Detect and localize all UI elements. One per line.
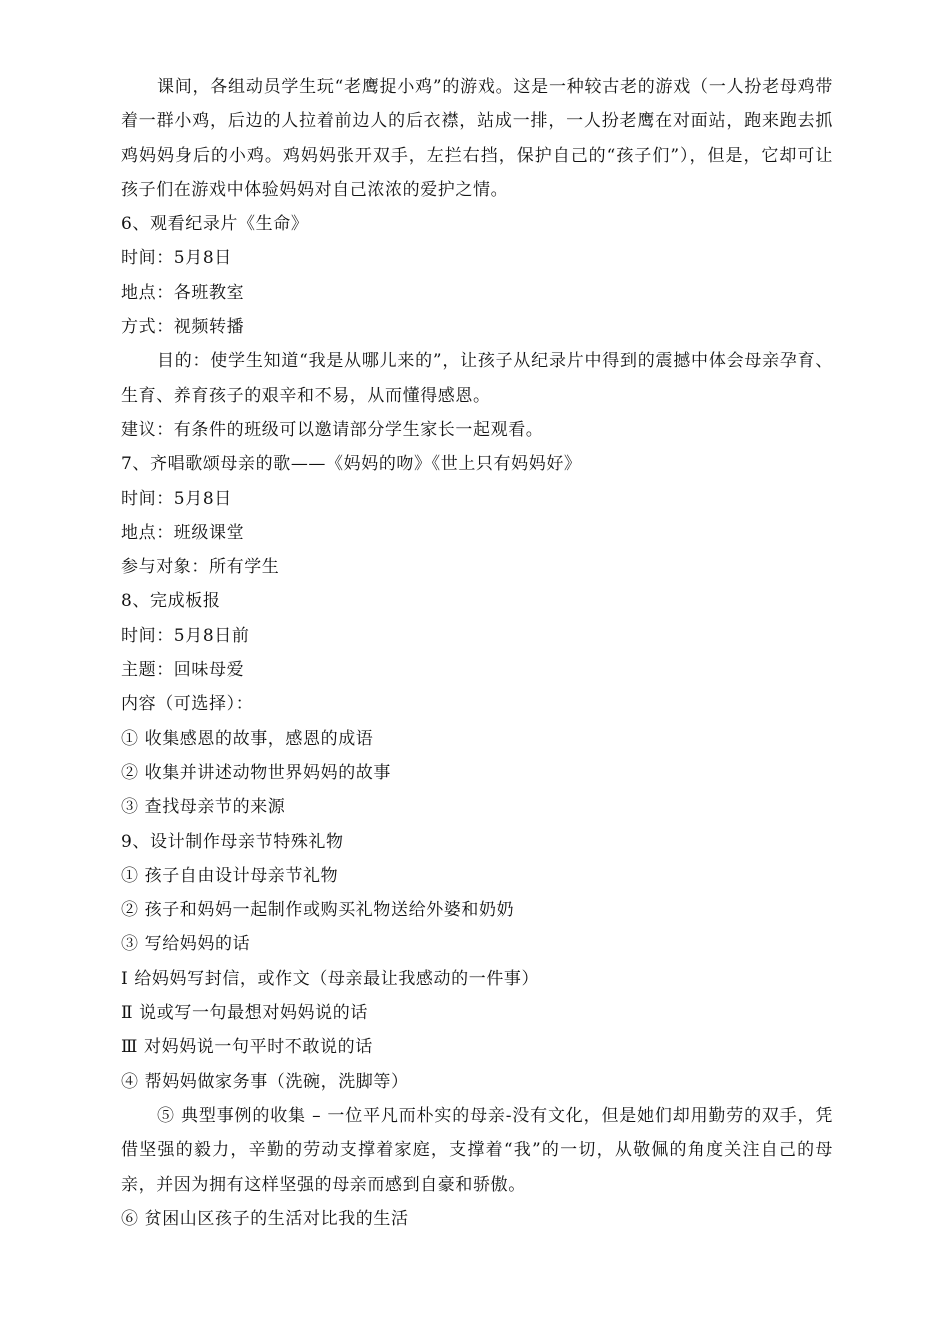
item-6-suggestion: 建议：有条件的班级可以邀请部分学生家长一起观看。 <box>121 419 544 440</box>
paragraph-game-intro: 课间，各组动员学生玩“老鹰捉小鸡”的游戏。这是一种较古老的游戏（一人扮老母鸡带着一群小鸡，后边的人拉着前边人的后衣襟，站成一排，一人扮老鹰在对面站，跑来跑去抓鸡妈妈身后的小鸡。鸡妈妈张开双手，左拦右挡，保护自己的“孩子们”），但是，它却可让孩子们在游戏中体验妈妈对自己浓浓的爱护之情。 <box>121 77 833 200</box>
item-8-theme: 主题：回味母爱 <box>121 660 245 681</box>
item-9-option-1: ① 孩子自由设计母亲节礼物 <box>121 865 339 886</box>
heading-item-9: 9、设计制作母亲节特殊礼物 <box>121 831 344 852</box>
item-6-time: 时间：5月8日 <box>121 248 232 269</box>
item-9-sub-1: Ⅰ 给妈妈写封信，或作文（母亲最让我感动的一件事） <box>121 968 540 989</box>
item-8-content-label: 内容（可选择）： <box>121 694 254 715</box>
heading-item-7: 7、齐唱歌颂母亲的歌——《妈妈的吻》《世上只有妈妈好》 <box>121 454 582 475</box>
heading-item-8: 8、完成板报 <box>121 591 221 612</box>
item-7-time: 时间：5月8日 <box>121 488 232 509</box>
item-8-option-1: ① 收集感恩的故事，感恩的成语 <box>121 728 374 749</box>
item-8-option-3: ③ 查找母亲节的来源 <box>121 797 286 818</box>
item-7-participants: 参与对象：所有学生 <box>121 557 280 578</box>
item-8-time: 时间：5月8日前 <box>121 625 250 646</box>
item-9-option-2: ② 孩子和妈妈一起制作或购买礼物送给外婆和奶奶 <box>121 900 515 921</box>
item-9-option-5: ⑤ 典型事例的收集 – 一位平凡而朴实的母亲-没有文化，但是她们却用勤劳的双手，凭借坚强的毅力，辛勤的劳动支撑着家庭，支撑着“我”的一切，从敬佩的角度关注自己的母亲，并因为拥有这样坚强的母亲而感到自豪和骄傲。 <box>121 1105 833 1195</box>
item-8-option-2: ② 收集并讲述动物世界妈妈的故事 <box>121 762 392 783</box>
document-body <box>121 70 833 1236</box>
item-7-place: 地点：班级课堂 <box>121 522 245 543</box>
heading-item-6: 6、观看纪录片《生命》 <box>121 214 309 235</box>
item-6-purpose: 目的：使学生知道“我是从哪儿来的”，让孩子从纪录片中得到的震撼中体会母亲孕育、生育、养育孩子的艰辛和不易，从而懂得感恩。 <box>121 351 833 406</box>
item-9-sub-2: Ⅱ 说或写一句最想对妈妈说的话 <box>121 1003 368 1024</box>
item-6-place: 地点：各班教室 <box>121 282 245 303</box>
item-9-option-6: ⑥ 贫困山区孩子的生活对比我的生活 <box>121 1208 409 1229</box>
item-9-option-3: ③ 写给妈妈的话 <box>121 934 251 955</box>
item-9-sub-3: Ⅲ 对妈妈说一句平时不敢说的话 <box>121 1037 373 1058</box>
item-9-option-4: ④ 帮妈妈做家务事（洗碗，洗脚等） <box>121 1071 409 1092</box>
item-6-method: 方式：视频转播 <box>121 317 245 338</box>
